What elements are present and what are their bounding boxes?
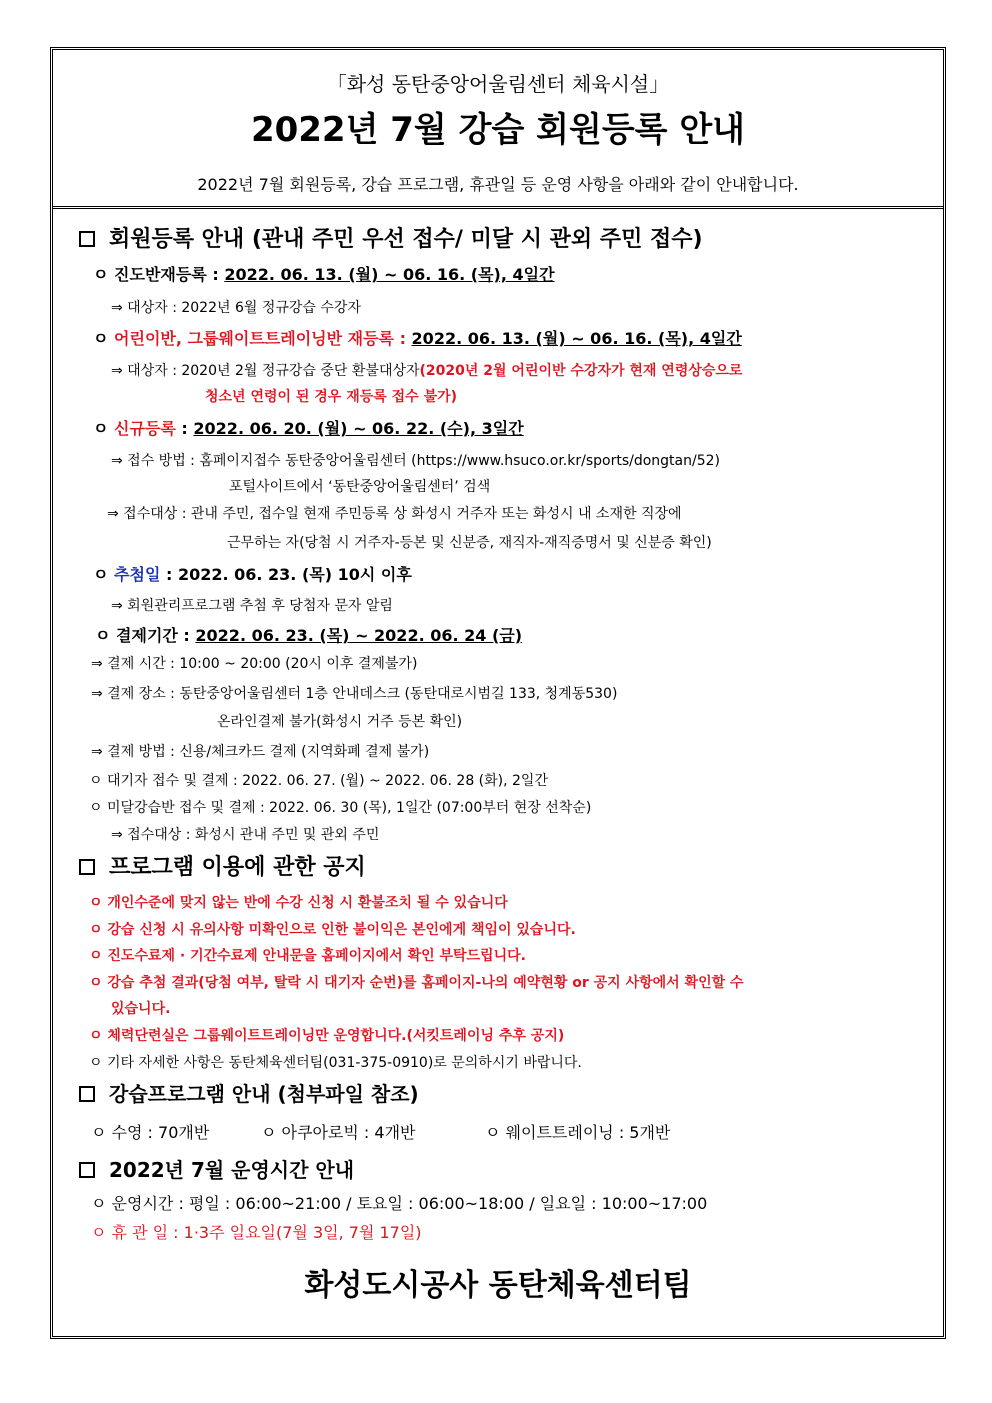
issuer-name: 화성도시공사 동탄체육센터팀 [304,1268,692,1303]
operating-hours: ㅇ 운영시간 : 평일 : 06:00~21:00 / 토요일 : 06:00~18:00 / 일요일 : 10:00~17:00 [91,1194,708,1213]
circle-bullet-icon: ㅇ [93,419,115,438]
program-weight: ㅇ 웨이트트레이닝 : 5개반 [485,1123,671,1142]
kids-target-note-1: (2020년 2월 어린이반 수강자가 현재 연령상승으로 [419,363,743,379]
kids-target-prefix: ⇒ 대상자 : 2020년 2월 정규강습 중단 환불대상자 [111,363,420,379]
hours-section-title: 2022년 7월 운영시간 안내 [109,1158,355,1182]
payment-method: ⇒ 결제 방법 : 신용/체크카드 결제 (지역화폐 결제 불가) [91,744,430,760]
checkbox-square-icon [79,1086,95,1102]
lottery-label: 추첨일 [114,565,161,584]
kids-target-note-2: 청소년 연령이 된 경우 재등록 접수 불가) [205,389,458,405]
new-registration-eligible-1: ⇒ 접수대상 : 관내 주민, 접수일 현재 주민등록 상 화성시 거주자 또는 화성시 내 소재한 직장에 [107,506,682,522]
payment-period: 2022. 06. 23. (목) ~ 2022. 06. 24 (금) [195,626,523,645]
kids-registration-target [111,360,742,380]
kids-registration-label: 어린이반, 그룹웨이트트레이닝반 재등록 : [114,329,412,348]
notice-item: 있습니다. [111,1001,171,1017]
notice-contact: ㅇ 기타 자세한 사항은 동탄체육센터팀(031-375-0910)로 문의하시기 바랍니다. [89,1055,582,1071]
program-aqua: ㅇ 아쿠아로빅 : 4개반 [261,1123,416,1142]
notice-item: ㅇ 진도수료제 · 기간수료제 안내문을 홈페이지에서 확인 부탁드립니다. [89,948,526,964]
lottery-note: ⇒ 회원관리프로그램 추첨 후 당첨자 문자 알림 [111,598,393,614]
payment-time: ⇒ 결제 시간 : 10:00 ~ 20:00 (20시 이후 결제불가) [91,656,418,672]
checkbox-square-icon [79,231,95,247]
advance-registration-period: 2022. 06. 13. (월) ~ 06. 16. (목), 4일간 [224,265,555,284]
circle-bullet-icon: ㅇ [93,265,115,284]
notice-item: ㅇ 강습 추첨 결과(당첨 여부, 탈락 시 대기자 순번)를 홈페이지-나의 예약현황 or 공지 사항에서 확인할 수 [89,975,744,991]
checkbox-square-icon [79,859,95,875]
closed-days: ㅇ 휴 관 일 : 1·3주 일요일(7월 3일, 7월 17일) [91,1223,422,1242]
new-registration-label: 신규등록 [114,419,176,438]
page-title: 2022년 7월 강습 회원등록 안내 [250,110,746,150]
new-registration-eligible-2: 근무하는 자(당첨 시 거주자-등본 및 신분증, 재직자-재직증명서 및 신분증 확인) [227,535,712,551]
unfilled-target: ⇒ 접수대상 : 화성시 관내 주민 및 관외 주민 [111,827,380,843]
advance-registration-label: 진도반재등록 : [114,265,225,284]
document-header [53,50,943,209]
notice-section-heading [79,850,366,881]
notice-item: ㅇ 강습 신청 시 유의사항 미확인으로 인한 불이익은 본인에게 책임이 있습니다. [89,922,576,938]
facility-subtitle: 「화성 동탄중앙어울림센터 체육시설」 [326,72,670,96]
notice-section-title: 프로그램 이용에 관한 공지 [109,855,366,880]
lottery-value: : 2022. 06. 23. (목) 10시 이후 [160,565,412,584]
new-registration-method-1: ⇒ 접수 방법 : 홈페이지접수 동탄중앙어울림센터 (https://www.hsuco.or.kr/sports/dongtan/52) [111,453,720,469]
new-registration-method-2: 포털사이트에서 ‘동탄중앙어울림센터’ 검색 [229,479,491,495]
intro-text: 2022년 7월 회원등록, 강습 프로그램, 휴관일 등 운영 사항을 아래와 같이 안내합니다. [197,175,799,194]
advance-registration-line [93,262,555,285]
lottery-line [93,562,412,585]
registration-section-title: 회원등록 안내 (관내 주민 우선 접수/ 미달 시 관외 주민 접수) [109,227,703,252]
payment-line [95,623,522,646]
kids-registration-period: 2022. 06. 13. (월) ~ 06. 16. (목), 4일간 [411,329,742,348]
waiting-registration: ㅇ 대기자 접수 및 결제 : 2022. 06. 27. (월) ~ 2022. 06. 28 (화), 2일간 [89,773,548,789]
new-registration-sep: : [175,419,194,438]
notice-item: ㅇ 체력단련실은 그룹웨이트트레이닝만 운영합니다.(서킷트레이닝 추후 공지) [89,1028,565,1044]
kids-registration-line [93,326,742,349]
advance-registration-target: ⇒ 대상자 : 2022년 6월 정규강습 수강자 [111,300,361,316]
circle-bullet-icon: ㅇ [95,626,117,645]
document-frame [50,47,946,1339]
registration-section-heading [79,222,703,253]
program-swim: ㅇ 수영 : 70개반 [91,1123,210,1142]
programs-section-title: 강습프로그램 안내 (첨부파일 참조) [109,1082,419,1106]
circle-bullet-icon: ㅇ [93,329,115,348]
programs-section-heading [79,1078,419,1107]
checkbox-square-icon [79,1162,95,1178]
circle-bullet-icon: ㅇ [93,565,115,584]
new-registration-period: 2022. 06. 20. (월) ~ 06. 22. (수), 3일간 [193,419,524,438]
payment-place-1: ⇒ 결제 장소 : 동탄중앙어울림센터 1층 안내데스크 (동탄대로시범길 133, 청계동530) [91,686,618,702]
new-registration-line [93,416,524,439]
notice-item: ㅇ 개인수준에 맞지 않는 반에 수강 신청 시 환불조치 될 수 있습니다 [89,895,508,911]
payment-label: 결제기간 : [116,626,196,645]
payment-place-2: 온라인결제 불가(화성시 거주 등본 확인) [217,714,463,730]
unfilled-registration: ㅇ 미달강습반 접수 및 결제 : 2022. 06. 30 (목), 1일간 (07:00부터 현장 선착순) [89,800,592,816]
hours-section-heading [79,1154,354,1183]
